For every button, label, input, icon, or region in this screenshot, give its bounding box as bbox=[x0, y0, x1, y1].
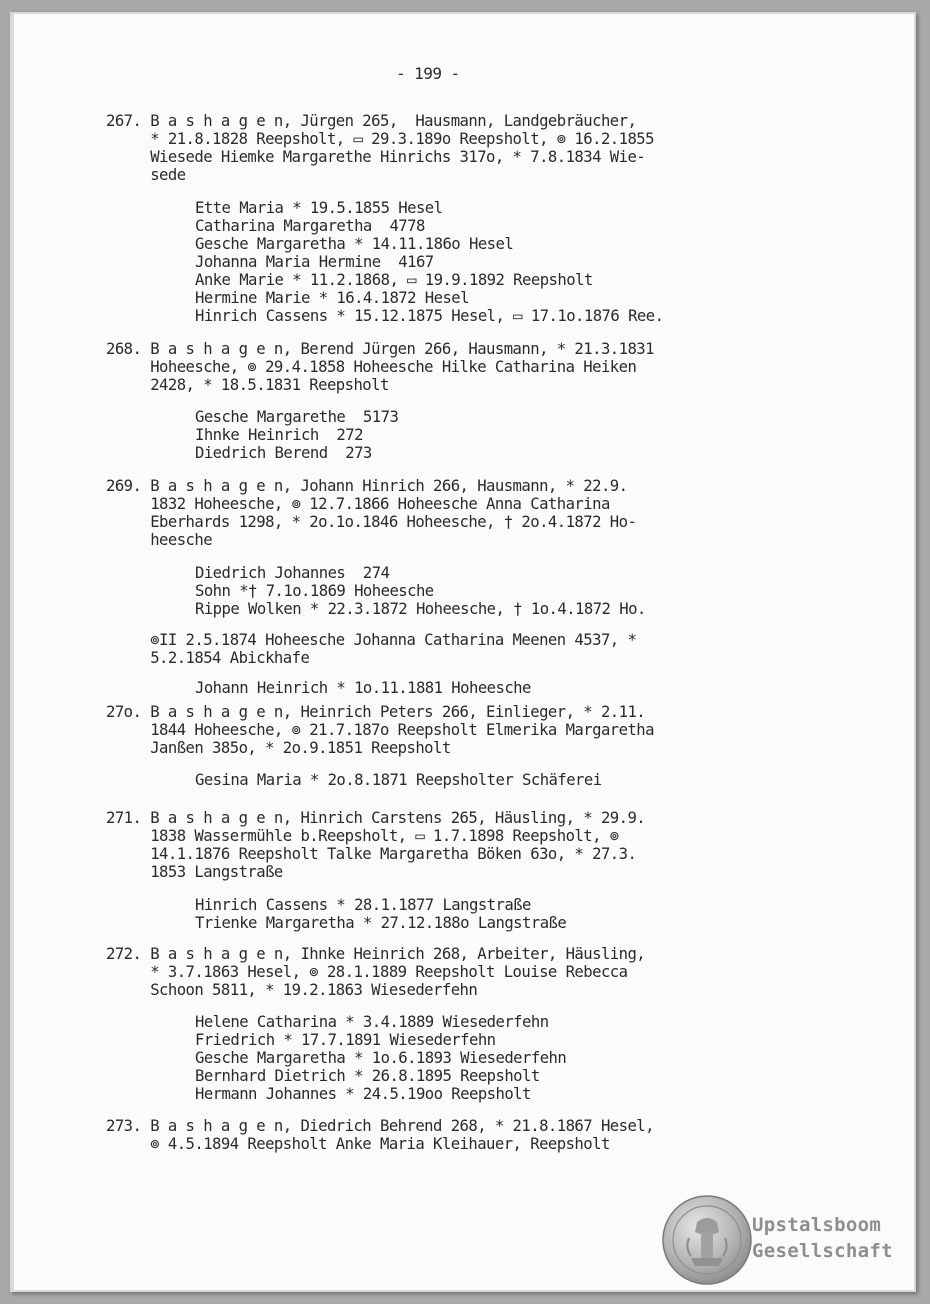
second-marriage-line: ⊚II 2.5.1874 Hoheesche Johanna Catharina Meenen 4537, * bbox=[106, 631, 637, 649]
entry-text-line: Janßen 385o, * 2o.9.1851 Reepsholt bbox=[106, 739, 451, 757]
child-line: Catharina Margaretha 4778 bbox=[195, 217, 425, 235]
child-line: Gesche Margarethe 5173 bbox=[195, 408, 399, 426]
child-line: Hermine Marie * 16.4.1872 Hesel bbox=[195, 289, 469, 307]
entry-text-line: * 3.7.1863 Hesel, ⊚ 28.1.1889 Reepsholt Louise Rebecca bbox=[106, 963, 628, 981]
child-line: Gesina Maria * 2o.8.1871 Reepsholter Schäferei bbox=[195, 771, 602, 789]
page-number: - 199 - bbox=[396, 64, 460, 83]
child-line: Hinrich Cassens * 28.1.1877 Langstraße bbox=[195, 896, 531, 914]
entry-text-line: Wiesede Hiemke Margarethe Hinrichs 317o, * 7.8.1834 Wie- bbox=[106, 148, 646, 166]
child-line: Ihnke Heinrich 272 bbox=[195, 426, 363, 444]
logo-text-upstalsboom: Upstalsboom bbox=[752, 1214, 882, 1236]
document-page bbox=[14, 14, 914, 1290]
entry-text-line: 268. B a s h a g e n, Berend Jürgen 266, Hausmann, * 21.3.1831 bbox=[106, 340, 654, 358]
entry-text-line: 1853 Langstraße bbox=[106, 863, 283, 881]
child-line: Johann Heinrich * 1o.11.1881 Hoheesche bbox=[195, 679, 531, 697]
entry-text-line: sede bbox=[106, 166, 186, 184]
child-line: Ette Maria * 19.5.1855 Hesel bbox=[195, 199, 443, 217]
entry-text-line: 269. B a s h a g e n, Johann Hinrich 266, Hausmann, * 22.9. bbox=[106, 477, 628, 495]
entry-text-line: * 21.8.1828 Reepsholt, ▭ 29.3.189o Reepsholt, ⊚ 16.2.1855 bbox=[106, 130, 654, 148]
child-line: Hinrich Cassens * 15.12.1875 Hesel, ▭ 17.1o.1876 Ree. bbox=[195, 307, 664, 325]
child-line: Johanna Maria Hermine 4167 bbox=[195, 253, 434, 271]
entry-text-line: 1838 Wassermühle b.Reepsholt, ▭ 1.7.1898 Reepsholt, ⊚ bbox=[106, 827, 619, 845]
entry-text-line: 271. B a s h a g e n, Hinrich Carstens 265, Häusling, * 29.9. bbox=[106, 809, 646, 827]
child-line: Gesche Margaretha * 1o.6.1893 Wiesederfehn bbox=[195, 1049, 567, 1067]
entry-text-line: 27o. B a s h a g e n, Heinrich Peters 266, Einlieger, * 2.11. bbox=[106, 703, 646, 721]
child-line: Diedrich Johannes 274 bbox=[195, 564, 390, 582]
entry-text-line: Hoheesche, ⊚ 29.4.1858 Hoheesche Hilke Catharina Heiken bbox=[106, 358, 637, 376]
child-line: Bernhard Dietrich * 26.8.1895 Reepsholt bbox=[195, 1067, 540, 1085]
genealogy-document bbox=[14, 14, 914, 1290]
child-line: Diedrich Berend 273 bbox=[195, 444, 372, 462]
entry-text-line: heesche bbox=[106, 531, 213, 549]
entry-text-line: ⊚ 4.5.1894 Reepsholt Anke Maria Kleihauer, Reepsholt bbox=[106, 1135, 610, 1153]
entry-text-line: 14.1.1876 Reepsholt Talke Margaretha Böken 63o, * 27.3. bbox=[106, 845, 637, 863]
entry-text-line: 272. B a s h a g e n, Ihnke Heinrich 268, Arbeiter, Häusling, bbox=[106, 945, 646, 963]
entry-text-line: Eberhards 1298, * 2o.1o.1846 Hoheesche, † 2o.4.1872 Ho- bbox=[106, 513, 637, 531]
logo-text-gesellschaft: Gesellschaft bbox=[752, 1240, 893, 1262]
entry-text-line: 1832 Hoheesche, ⊚ 12.7.1866 Hoheesche Anna Catharina bbox=[106, 495, 610, 513]
child-line: Hermann Johannes * 24.5.19oo Reepsholt bbox=[195, 1085, 531, 1103]
entry-text-line: 273. B a s h a g e n, Diedrich Behrend 268, * 21.8.1867 Hesel, bbox=[106, 1117, 654, 1135]
child-line: Anke Marie * 11.2.1868, ▭ 19.9.1892 Reepsholt bbox=[195, 271, 593, 289]
child-line: Trienke Margaretha * 27.12.188o Langstraße bbox=[195, 914, 567, 932]
child-line: Gesche Margaretha * 14.11.186o Hesel bbox=[195, 235, 514, 253]
child-line: Sohn *† 7.1o.1869 Hoheesche bbox=[195, 582, 434, 600]
upstalsboom-seal-logo bbox=[661, 1194, 753, 1286]
entry-text-line: Schoon 5811, * 19.2.1863 Wiesederfehn bbox=[106, 981, 478, 999]
child-line: Helene Catharina * 3.4.1889 Wiesederfehn bbox=[195, 1013, 549, 1031]
entry-text-line: 1844 Hoheesche, ⊚ 21.7.187o Reepsholt Elmerika Margaretha bbox=[106, 721, 654, 739]
entry-text-line: 267. B a s h a g e n, Jürgen 265, Hausmann, Landgebräucher, bbox=[106, 112, 637, 130]
entry-text-line: 2428, * 18.5.1831 Reepsholt bbox=[106, 376, 389, 394]
second-marriage-line: 5.2.1854 Abickhafe bbox=[106, 649, 310, 667]
child-line: Rippe Wolken * 22.3.1872 Hoheesche, † 1o.4.1872 Ho. bbox=[195, 600, 646, 618]
child-line: Friedrich * 17.7.1891 Wiesederfehn bbox=[195, 1031, 496, 1049]
